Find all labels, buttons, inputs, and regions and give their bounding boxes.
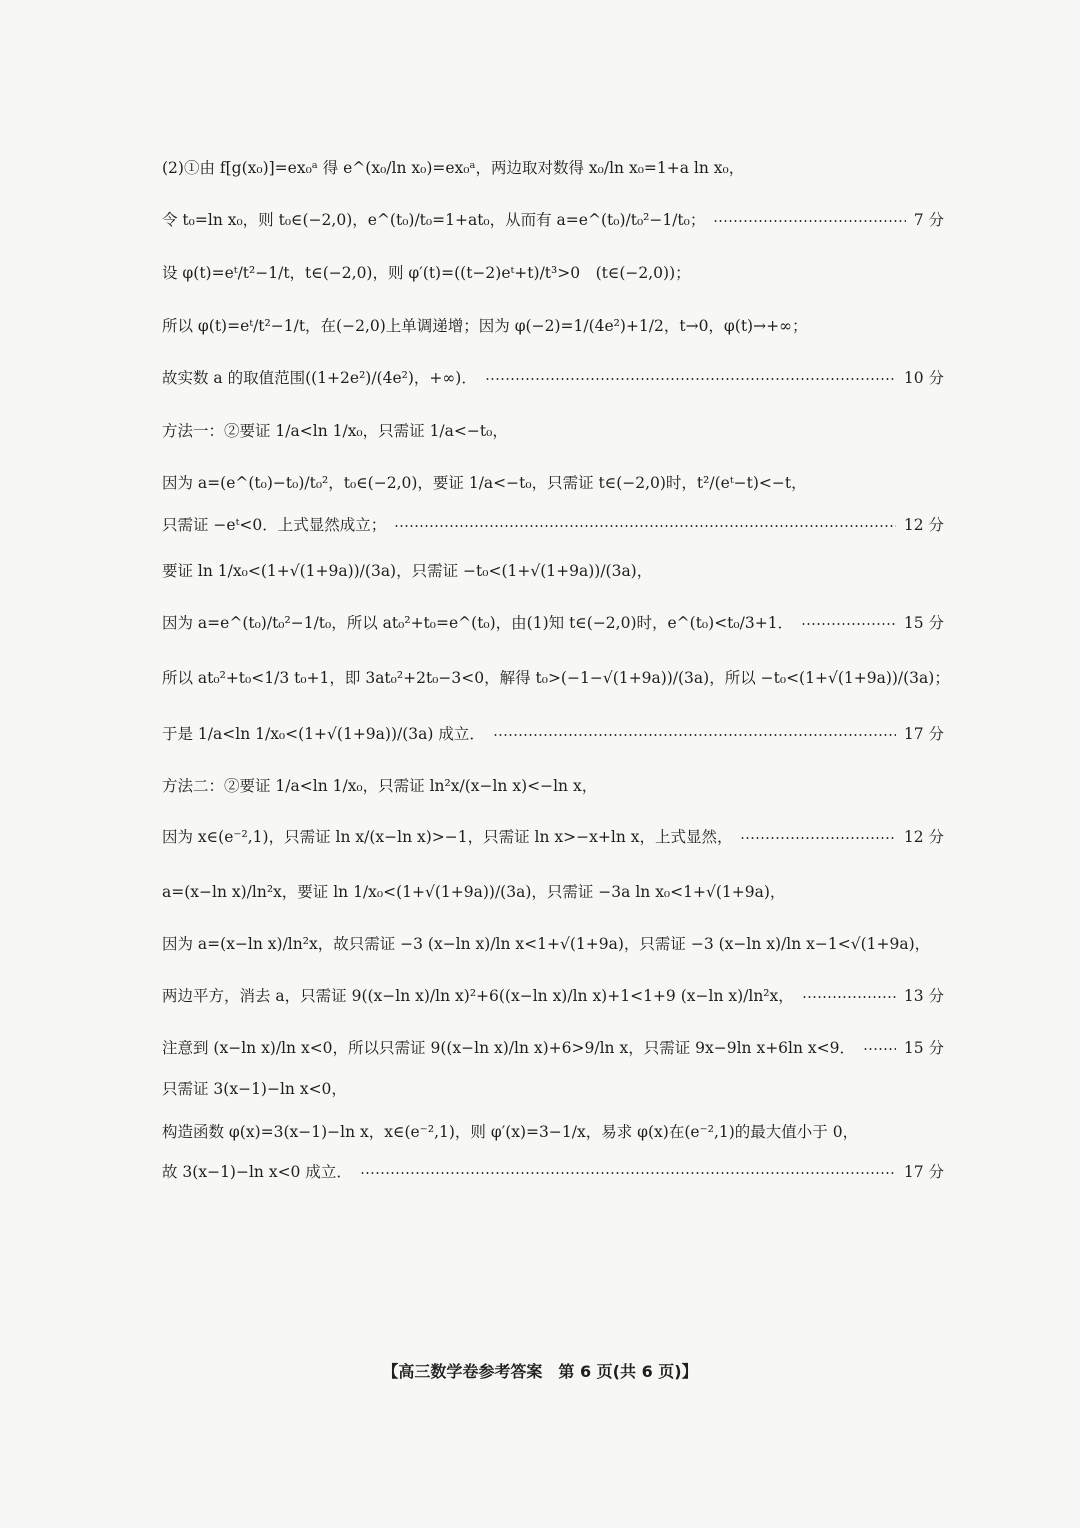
dot-leader — [713, 220, 905, 222]
solution-line: 故实数 a 的取值范围((1+2e²)/(4e²)，+∞)． 10 分 — [162, 369, 944, 387]
dot-leader — [360, 1172, 896, 1174]
solution-line: 所以 at₀²+t₀<1/3 t₀+1，即 3at₀²+2t₀−3<0，解得 t₀>(−1−√(1+9a))/(3a)，所以 −t₀<(1+√(1+9a))/(3a)； — [162, 669, 950, 687]
solution-line: a=(x−ln x)/ln²x，要证 ln 1/x₀<(1+√(1+9a))/(3a)，只需证 −3a ln x₀<1+√(1+9a)， — [162, 883, 786, 901]
solution-line: 因为 a=e^(t₀)/t₀²−1/t₀，所以 at₀²+t₀=e^(t₀)，由(1)知 t∈(−2,0)时，e^(t₀)<t₀/3+1． 15 分 — [162, 614, 944, 632]
dot-leader — [740, 837, 895, 839]
score-mark: 15 分 — [903, 1039, 944, 1057]
page-footer: 【高三数学卷参考答案 第 6 页(共 6 页)】 — [382, 1362, 698, 1381]
dot-leader — [802, 996, 896, 998]
solution-line: (2)①由 f[g(x₀)]=ex₀ᵃ 得 e^(x₀/ln x₀)=ex₀ᵃ，两边取对数得 x₀/ln x₀=1+a ln x₀， — [162, 159, 745, 177]
score-mark: 10 分 — [903, 369, 944, 387]
dot-leader — [394, 525, 896, 527]
solution-line: 注意到 (x−ln x)/ln x<0，所以只需证 9((x−ln x)/ln x)+6>9/ln x，只需证 9x−9ln x+6ln x<9． 15 分 — [162, 1039, 944, 1057]
dot-leader — [485, 378, 896, 380]
solution-line: 方法二：②要证 1/a<ln 1/x₀，只需证 ln²x/(x−ln x)<−ln x， — [162, 777, 598, 795]
solution-line: 两边平方，消去 a，只需证 9((x−ln x)/ln x)²+6((x−ln x)/ln x)+1<1+9 (x−ln x)/ln²x， 13 分 — [162, 987, 944, 1005]
score-mark: 17 分 — [903, 1163, 944, 1181]
dot-leader — [863, 1048, 896, 1050]
solution-line: 因为 a=(e^(t₀)−t₀)/t₀²，t₀∈(−2,0)，要证 1/a<−t₀，只需证 t∈(−2,0)时，t²/(eᵗ−t)<−t， — [162, 474, 807, 492]
solution-line: 要证 ln 1/x₀<(1+√(1+9a))/(3a)，只需证 −t₀<(1+√(1+9a))/(3a)， — [162, 562, 653, 580]
solution-line: 只需证 −eᵗ<0．上式显然成立； 12 分 — [162, 516, 944, 534]
solution-line: 所以 φ(t)=eᵗ/t²−1/t，在(−2,0)上单调递增；因为 φ(−2)=1/(4e²)+1/2，t→0，φ(t)→+∞； — [162, 317, 808, 335]
solution-line: 因为 x∈(e⁻²,1)，只需证 ln x/(x−ln x)>−1，只需证 ln x>−x+ln x，上式显然， 12 分 — [162, 828, 944, 846]
solution-line: 设 φ(t)=eᵗ/t²−1/t，t∈(−2,0)，则 φ′(t)=((t−2)eᵗ+t)/t³>0 (t∈(−2,0))； — [162, 264, 691, 282]
score-mark: 17 分 — [903, 725, 944, 743]
solution-line: 构造函数 φ(x)=3(x−1)−ln x，x∈(e⁻²,1)，则 φ′(x)=3−1/x，易求 φ(x)在(e⁻²,1)的最大值小于 0， — [162, 1123, 859, 1141]
score-mark: 12 分 — [903, 516, 944, 534]
solution-line: 方法一：②要证 1/a<ln 1/x₀，只需证 1/a<−t₀， — [162, 422, 508, 440]
score-mark: 13 分 — [903, 987, 944, 1005]
score-mark: 15 分 — [903, 614, 944, 632]
score-mark: 7 分 — [913, 211, 944, 229]
score-mark: 12 分 — [903, 828, 944, 846]
dot-leader — [493, 734, 896, 736]
solution-line: 只需证 3(x−1)−ln x<0， — [162, 1080, 347, 1098]
solution-line: 因为 a=(x−ln x)/ln²x，故只需证 −3 (x−ln x)/ln x<1+√(1+9a)，只需证 −3 (x−ln x)/ln x−1<√(1+9a)， — [162, 935, 931, 953]
solution-line: 令 t₀=ln x₀，则 t₀∈(−2,0)，e^(t₀)/t₀=1+at₀，从而有 a=e^(t₀)/t₀²−1/t₀； 7 分 — [162, 211, 944, 229]
solution-line: 于是 1/a<ln 1/x₀<(1+√(1+9a))/(3a) 成立． 17 分 — [162, 725, 944, 743]
dot-leader — [801, 623, 896, 625]
solution-line: 故 3(x−1)−ln x<0 成立． 17 分 — [162, 1163, 944, 1181]
